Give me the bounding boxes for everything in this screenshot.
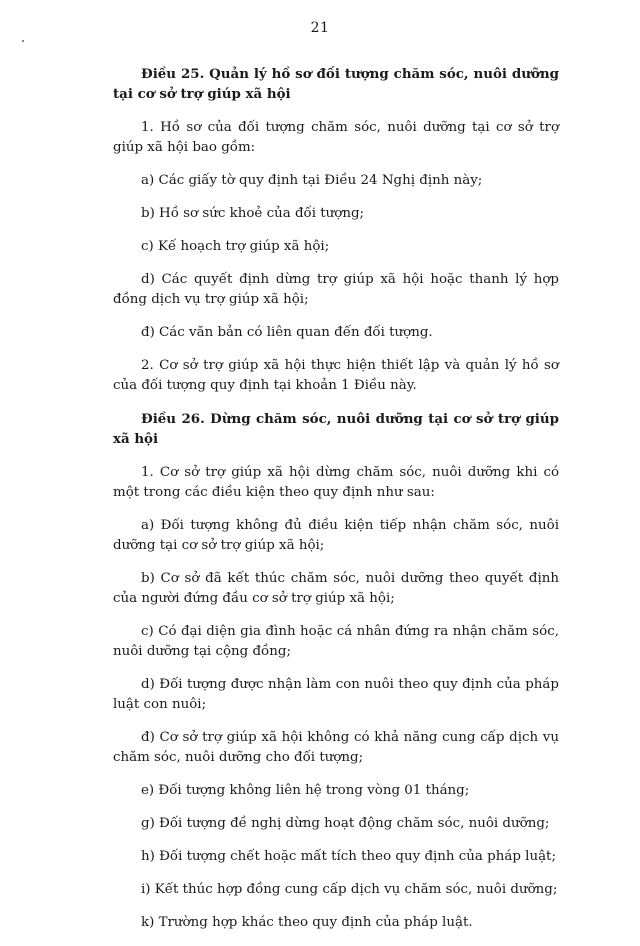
article-26-point-a: a) Đối tượng không đủ điều kiện tiếp nhận chăm sóc, nuôi dưỡng tại cơ sở trợ giúp xã hội;: [113, 518, 559, 553]
article-26-heading: Điều 26. Dừng chăm sóc, nuôi dưỡng tại cơ sở trợ giúp xã hội: [113, 411, 559, 447]
article-26-point-i: i) Kết thúc hợp đồng cung cấp dịch vụ chăm sóc, nuôi dưỡng;: [141, 882, 558, 897]
article-26-point-g: g) Đối tượng đề nghị dừng hoạt động chăm sóc, nuôi dưỡng;: [141, 816, 550, 831]
article-25-point-a: a) Các giấy tờ quy định tại Điều 24 Nghị định này;: [141, 173, 483, 188]
article-25-point-dd: đ) Các văn bản có liên quan đến đối tượng.: [141, 325, 433, 340]
article-25-point-c: c) Kế hoạch trợ giúp xã hội;: [141, 239, 330, 254]
article-25-clause-2: 2. Cơ sở trợ giúp xã hội thực hiện thiết lập và quản lý hồ sơ của đối tượng quy định tại khoản 1 Điều này.: [113, 358, 559, 393]
article-25-heading: Điều 25. Quản lý hồ sơ đối tượng chăm sóc, nuôi dưỡng tại cơ sở trợ giúp xã hội: [113, 66, 559, 102]
article-26-clause-1: 1. Cơ sở trợ giúp xã hội dừng chăm sóc, nuôi dưỡng khi có một trong các điều kiện theo quy định như sau:: [113, 465, 559, 500]
article-26-point-b: b) Cơ sở đã kết thúc chăm sóc, nuôi dưỡng theo quyết định của người đứng đầu cơ sở trợ giúp xã hội;: [113, 571, 559, 606]
article-26-point-dd: đ) Cơ sở trợ giúp xã hội không có khả năng cung cấp dịch vụ chăm sóc, nuôi dưỡng cho đối tượng;: [113, 730, 559, 765]
article-26-point-h: h) Đối tượng chết hoặc mất tích theo quy định của pháp luật;: [141, 849, 556, 864]
article-26-point-c: c) Có đại diện gia đình hoặc cá nhân đứng ra nhận chăm sóc, nuôi dưỡng tại cộng đồng;: [113, 624, 559, 659]
page-number: 21: [310, 20, 330, 36]
article-25-clause-1: 1. Hồ sơ của đối tượng chăm sóc, nuôi dưỡng tại cơ sở trợ giúp xã hội bao gồm:: [113, 120, 559, 155]
article-26-point-k: k) Trường hợp khác theo quy định của pháp luật.: [141, 915, 473, 930]
article-26-point-d: d) Đối tượng được nhận làm con nuôi theo quy định của pháp luật con nuôi;: [113, 677, 559, 712]
article-26-point-e: e) Đối tượng không liên hệ trong vòng 01 tháng;: [141, 783, 470, 798]
article-25-point-b: b) Hồ sơ sức khoẻ của đối tượng;: [141, 206, 365, 221]
document-body: [113, 64, 559, 946]
scan-speck: [22, 40, 24, 42]
article-25-point-d: d) Các quyết định dừng trợ giúp xã hội hoặc thanh lý hợp đồng dịch vụ trợ giúp xã hội;: [113, 272, 559, 307]
